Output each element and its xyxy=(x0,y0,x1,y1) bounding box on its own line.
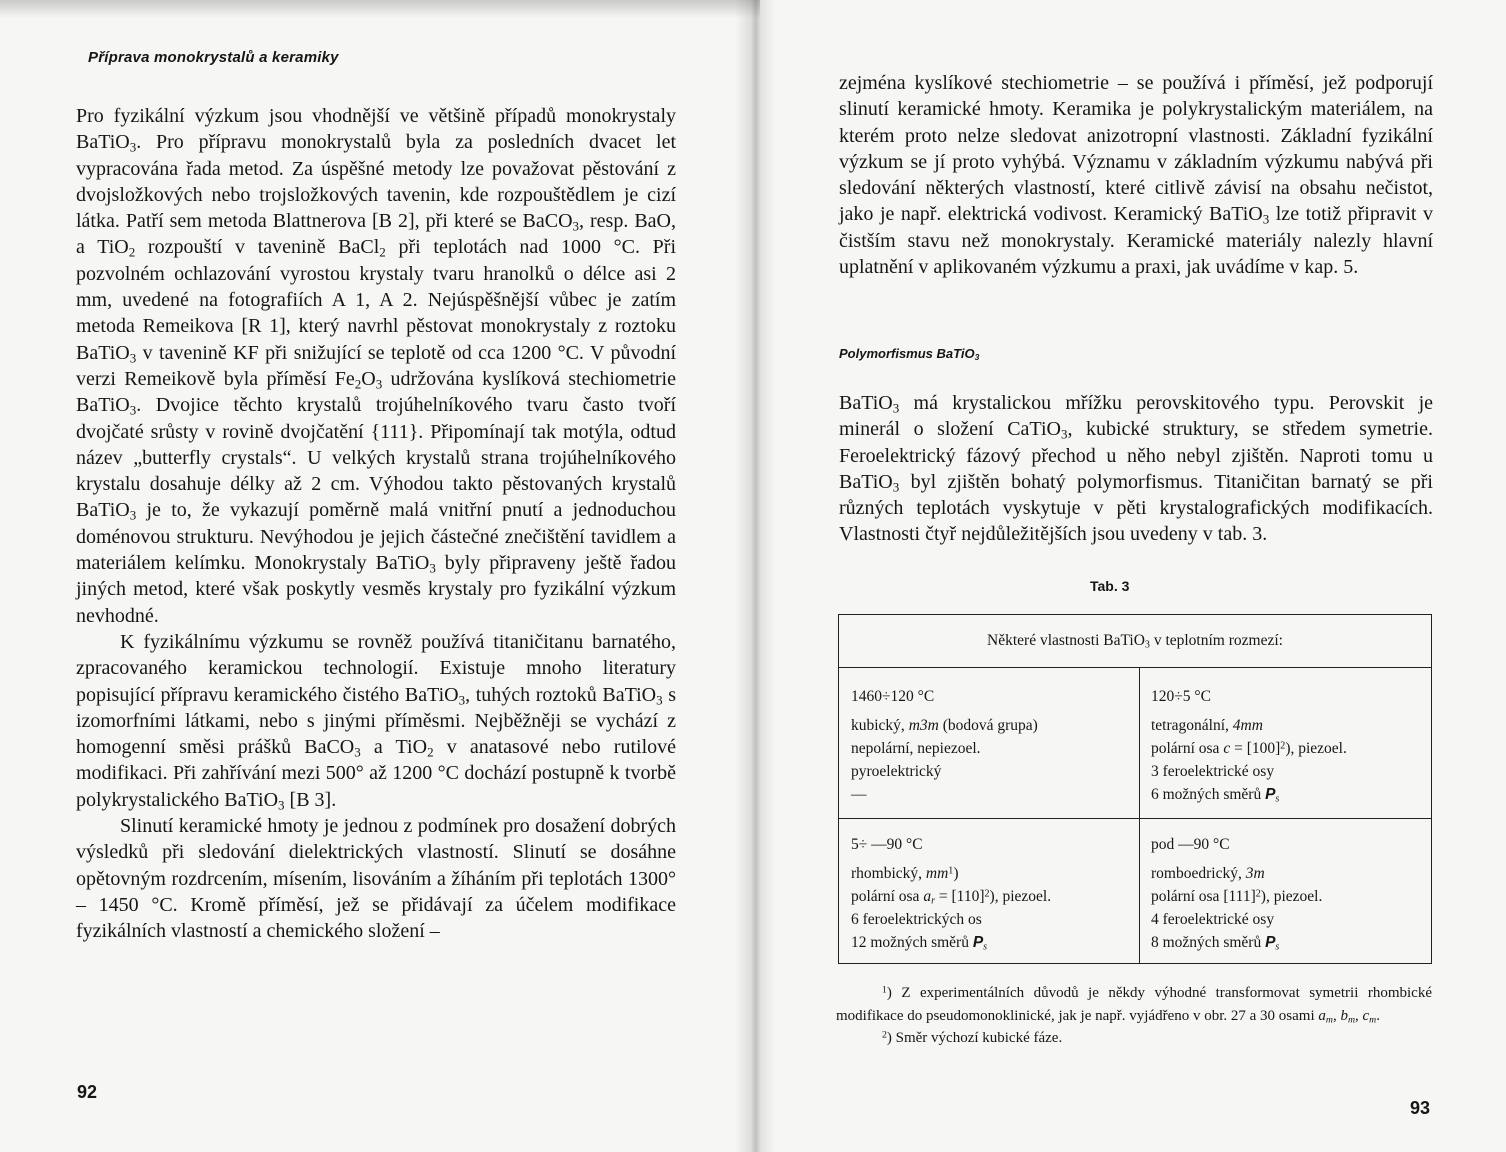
section-heading: Polymorfismus BaTiO$_3$ xyxy=(839,346,980,363)
table-cell-tetragonal: 120÷5 °C tetragonální, 4mm polární osa $c = [100]^2$), piezoel. 3 feroelektrické osy 6 možných směrů $P_s$ xyxy=(1151,688,1347,805)
page-number-left: 92 xyxy=(77,1082,98,1102)
footnote-1: $^1$) Z experimentálních důvodů je někdy výhodné transformovat symetrii rhombické modifikace do pseudomonoklinické, jak je např. vyjádřeno v obr. 27 a 30 osami $a_m$, $b_m$, $c_m$. xyxy=(836,984,1432,1025)
right-page xyxy=(760,0,1506,1152)
polymorphism-text xyxy=(839,390,1433,548)
left-body-text xyxy=(76,103,676,945)
page-number-right: 93 xyxy=(1410,1098,1431,1118)
table-row-divider xyxy=(839,818,1431,819)
paragraph-sintering: Slinutí keramické hmoty je jednou z podmínek pro dosažení dobrých výsledků při sledování dielektrických vlastností. Slinutí se dosáhne opětovným rozdrcením, mísením, lisováním a žíháním při teplotách 1300° – 1450 °C. Kromě příměsí, jež se přidávají za účelem modifikace fyzikálních vlastností a chemického složení – xyxy=(76,815,676,943)
paragraph-ceramics: K fyzikálnímu výzkumu se rovněž používá titaničitanu barnatého, zpracovaného keramickou technologií. Existuje mnoho literatury popisující přípravu keramického čistého BaTiO$_3$, tuhých roztoků BaTiO$_3$ s izomorfními látkami, nebo s jinými příměsmi. Nejběžněji se vychází z homogenní směsi prášků BaCO$_3$ a TiO$_2$ v anatasové nebo rutilové modifikaci. Při zahřívání mezi 500° až 1200 °C dochází postupně k tvorbě polykrystalického BaTiO$_3$ [B 3]. xyxy=(76,630,677,812)
table-cell-rhombic: 5÷ —90 °C rhombický, $mm^1$) polární osa $a_r = [110]^2$), piezoel. 6 feroelektrických os 12 možných směrů $P_s$ xyxy=(851,836,1052,953)
table-label: Tab. 3 xyxy=(1090,578,1130,594)
table-title: Některé vlastnosti BaTiO$_3$ v teplotním rozmezí: xyxy=(839,615,1431,668)
paragraph-polymorphism: BaTiO$_3$ má krystalickou mřížku perovskitového typu. Perovskit je minerál o složení CaTiO$_3$, kubické struktury, se středem symetrie. Feroelektrický fázový přechod u něho nebyl zjištěn. Naproti tomu u BaTiO$_3$ byl zjištěn bohatý polymorfismus. Titaničitan barnatý se při různých teplotách vyskytuje v pěti krystalografických modifikacích. Vlastnosti čtyř nejdůležitějších jsou uvedeny v tab. 3. xyxy=(839,392,1433,546)
footnotes xyxy=(836,982,1432,1050)
paragraph-crystals: Pro fyzikální výzkum jsou vhodnější ve většině případů monokrystaly BaTiO$_3$. Pro přípravu monokrystalů byla za posledních dvacet let vypracována řada metod. Za úspěšné metody lze považovat pěstování z dvojsložkových nebo trojsložkových tavenin, kde rozpouštědlem je cizí látka. Patří sem metoda Blattnerova [B 2], při které se BaCO$_3$, resp. BaO, a TiO$_2$ rozpouští v tavenině BaCl$_2$ při teplotách nad 1000 °C. Při pozvolném ochlazování vyrostou krystaly tvaru hranolků o délce asi 2 mm, uvedené na fotografiích A 1, A 2. Nejúspěšnější vůbec je zatím metoda Remeikova [R 1], který navrhl pěstovat monokrystaly z roztoku BaTiO$_3$ v tavenině KF při snižující se teplotě od cca 1200 °C. V původní verzi Remeikově byla příměsí $Fe_2O_3$ udržována kyslíková stechiometrie BaTiO$_3$. Dvojice těchto krystalů trojúhelníkového tvaru často tvoří dvojčaté srůsty v rovině dvojčatění {111}. Připomínají tak motýla, odtud název „butterfly crystals“. U velkých krystalů strana trojúhelníkového krystalu dosahuje délky až 2 cm. Výhodou takto pěstovaných krystalů BaTiO$_3$ je to, že vykazují poměrně malá vnitřní pnutí a jednoduchou doménovou strukturu. Nevýhodou je jejich částečné znečištění tavidlem a materiálem kelímku. Monokrystaly BaTiO$_3$ byly připraveny ještě řadou jiných metod, které však poskytly vesměs krystaly pro fyzikální výzkum nevhodné. xyxy=(76,105,677,627)
right-body-text xyxy=(839,70,1433,280)
table-cell-rhombohedral: pod —90 °C romboedrický, 3m polární osa $[111]^2$), piezoel. 4 feroelektrické osy 8 možných směrů $P_s$ xyxy=(1151,836,1323,953)
running-head: Příprava monokrystalů a keramiky xyxy=(88,49,339,66)
table-column-divider xyxy=(1139,667,1140,963)
footnote-2: $^2$) Směr výchozí kubické fáze. xyxy=(882,1029,1063,1046)
properties-table xyxy=(838,614,1432,964)
table-cell-cubic: 1460÷120 °C kubický, m3m (bodová grupa) nepolární, nepiezoel. pyroelektrický — xyxy=(851,688,1038,803)
paragraph-keramika: zejména kyslíkové stechiometrie – se používá i příměsí, jež podporují slinutí keramické hmoty. Keramika je polykrystalickým materiálem, na kterém proto nelze sledovat anizotropní vlastnosti. Základní fyzikální výzkum se jí proto vyhýbá. Významu v základním výzkumu nabývá při sledování některých vlastností, které citlivě závisí na obsahu nečistot, jako je např. elektrická vodivost. Keramický BaTiO$_3$ lze totiž připravit v čistším stavu než monokrystaly. Keramické materiály nalezly hlavní uplatnění v aplikovaném výzkumu a praxi, jak uvádíme v kap. 5. xyxy=(839,72,1433,279)
